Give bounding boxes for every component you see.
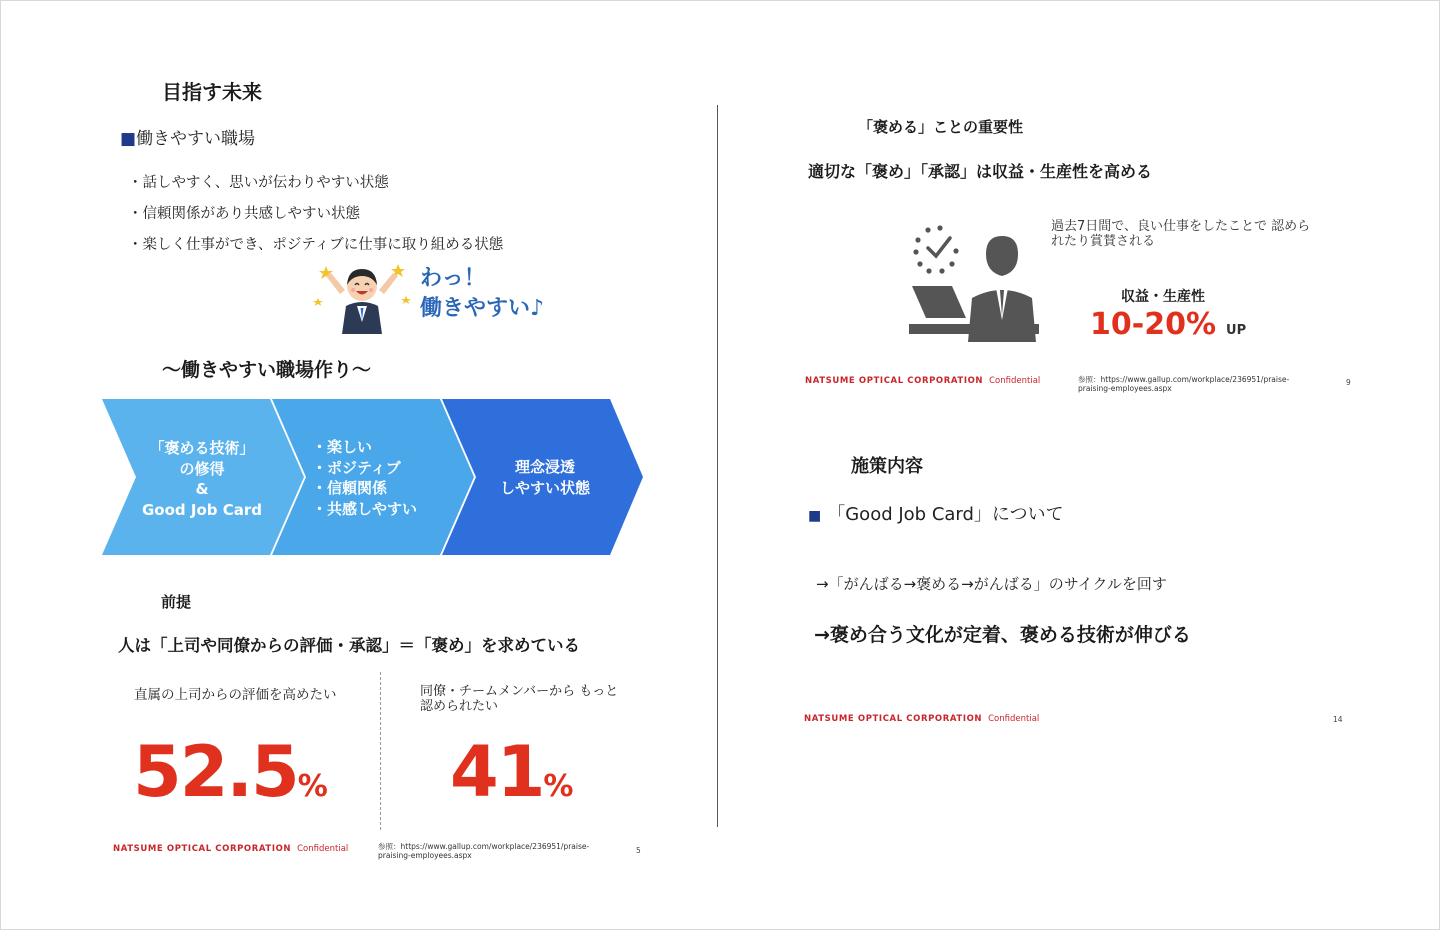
stat2-number: 41 — [450, 731, 544, 813]
chevron-line: しやすい状態 — [499, 478, 590, 497]
measure-heading: 施策内容 — [851, 456, 923, 477]
survey-text: 過去7日間で、良い仕事をしたことで 認められたり賞賛される — [1051, 219, 1311, 249]
stat2-unit: % — [543, 769, 574, 804]
confidential-label: Confidential — [988, 714, 1040, 724]
metric-value-group — [1090, 307, 1246, 342]
stat1-value — [133, 731, 328, 813]
square-bullet-icon: ■ — [808, 508, 822, 524]
corp-name: NATSUME OPTICAL CORPORATION — [113, 844, 292, 854]
result-text: →褒め合う文化が定着、褒める技術が伸びる — [814, 624, 1191, 646]
chevron-line: ・楽しい — [312, 438, 373, 456]
chevron-step-1-text — [134, 438, 270, 520]
stat1-number: 52.5 — [133, 731, 298, 813]
stat2-label: 同僚・チームメンバーから もっと認められたい — [420, 684, 619, 714]
cheering-person-illustration — [312, 258, 412, 334]
chevron-line: Good Job Card — [142, 500, 262, 519]
list-item: ・話しやすく、思いが伝わりやすい状態 — [128, 175, 389, 191]
confidential-label: Confidential — [989, 376, 1041, 386]
chevron-step-2-text — [312, 437, 442, 519]
chevron-line: ・信頼関係 — [312, 479, 388, 497]
slide9-reference: 参照：https://www.gallup.com/workplace/236951/praise-praising-employees.aspx — [1078, 375, 1290, 393]
stat1-label: 直属の上司からの評価を高めたい — [134, 687, 337, 703]
corp-name: NATSUME OPTICAL CORPORATION — [805, 376, 984, 386]
corp-name: NATSUME OPTICAL CORPORATION — [804, 714, 983, 724]
square-bullet-icon: ■ — [120, 129, 137, 149]
chevron-step-3-text — [480, 457, 610, 498]
chevron-line: 「褒める技術」 — [149, 439, 255, 457]
chevron-line: 理念浸透 — [514, 458, 575, 476]
slide9-footer-corp — [805, 376, 1040, 386]
process-chevron-flow — [100, 397, 645, 557]
chevron-line: の修得 — [179, 459, 225, 478]
importance-heading: 「褒める」ことの重要性 — [858, 118, 1024, 136]
chevron-line: & — [195, 480, 209, 498]
slide5-footer-corp — [113, 844, 348, 854]
subtitle-text: 働きやすい職場 — [136, 129, 256, 149]
slide14-page-number: 14 — [1333, 715, 1343, 724]
item-text: 「Good Job Card」について — [827, 504, 1064, 525]
callout-line-2: 働きやすい♪ — [420, 296, 545, 321]
premise-label: 前提 — [161, 593, 192, 611]
slide5-page-number: 5 — [636, 846, 641, 855]
workplace-subtitle — [120, 124, 255, 149]
importance-headline: 適切な「褒め」「承認」は収益・生産性を高める — [808, 162, 1153, 181]
confidential-label: Confidential — [297, 844, 349, 854]
premise-statement: 人は「上司や同僚からの評価・承認」＝「褒め」を求めている — [118, 636, 580, 655]
goal-bullet-list — [128, 168, 503, 261]
metric-suffix: UP — [1226, 323, 1247, 338]
slide14-footer-corp — [804, 714, 1039, 724]
good-job-card-item — [808, 500, 1064, 526]
list-item: ・信頼関係があり共感しやすい状態 — [128, 206, 360, 222]
metric-value: 10-20% — [1090, 307, 1217, 342]
worker-at-desk-icon — [906, 220, 1041, 348]
stat1-unit: % — [297, 769, 328, 804]
stat2-value — [450, 731, 573, 813]
callout-text — [420, 264, 544, 324]
cycle-text: →「がんばる→褒める→がんばる」のサイクルを回す — [816, 575, 1167, 593]
future-title: 目指す未来 — [162, 80, 262, 104]
slide9-page-number: 9 — [1346, 378, 1351, 387]
slide5-reference: 参照：https://www.gallup.com/workplace/236951/praise-praising-employees.aspx — [378, 842, 590, 860]
workplace-heading: ～働きやすい職場作り～ — [162, 359, 372, 381]
chevron-line: ・ポジティブ — [312, 458, 401, 477]
chevron-line: ・共感しやすい — [312, 499, 418, 518]
list-item: ・楽しく仕事ができ、ポジティブに仕事に取り組める状態 — [128, 237, 504, 253]
stats-divider — [380, 672, 381, 830]
callout-line-1: わっ！ — [420, 266, 486, 291]
metric-label: 収益・生産性 — [1121, 289, 1205, 305]
column-divider — [717, 105, 718, 827]
